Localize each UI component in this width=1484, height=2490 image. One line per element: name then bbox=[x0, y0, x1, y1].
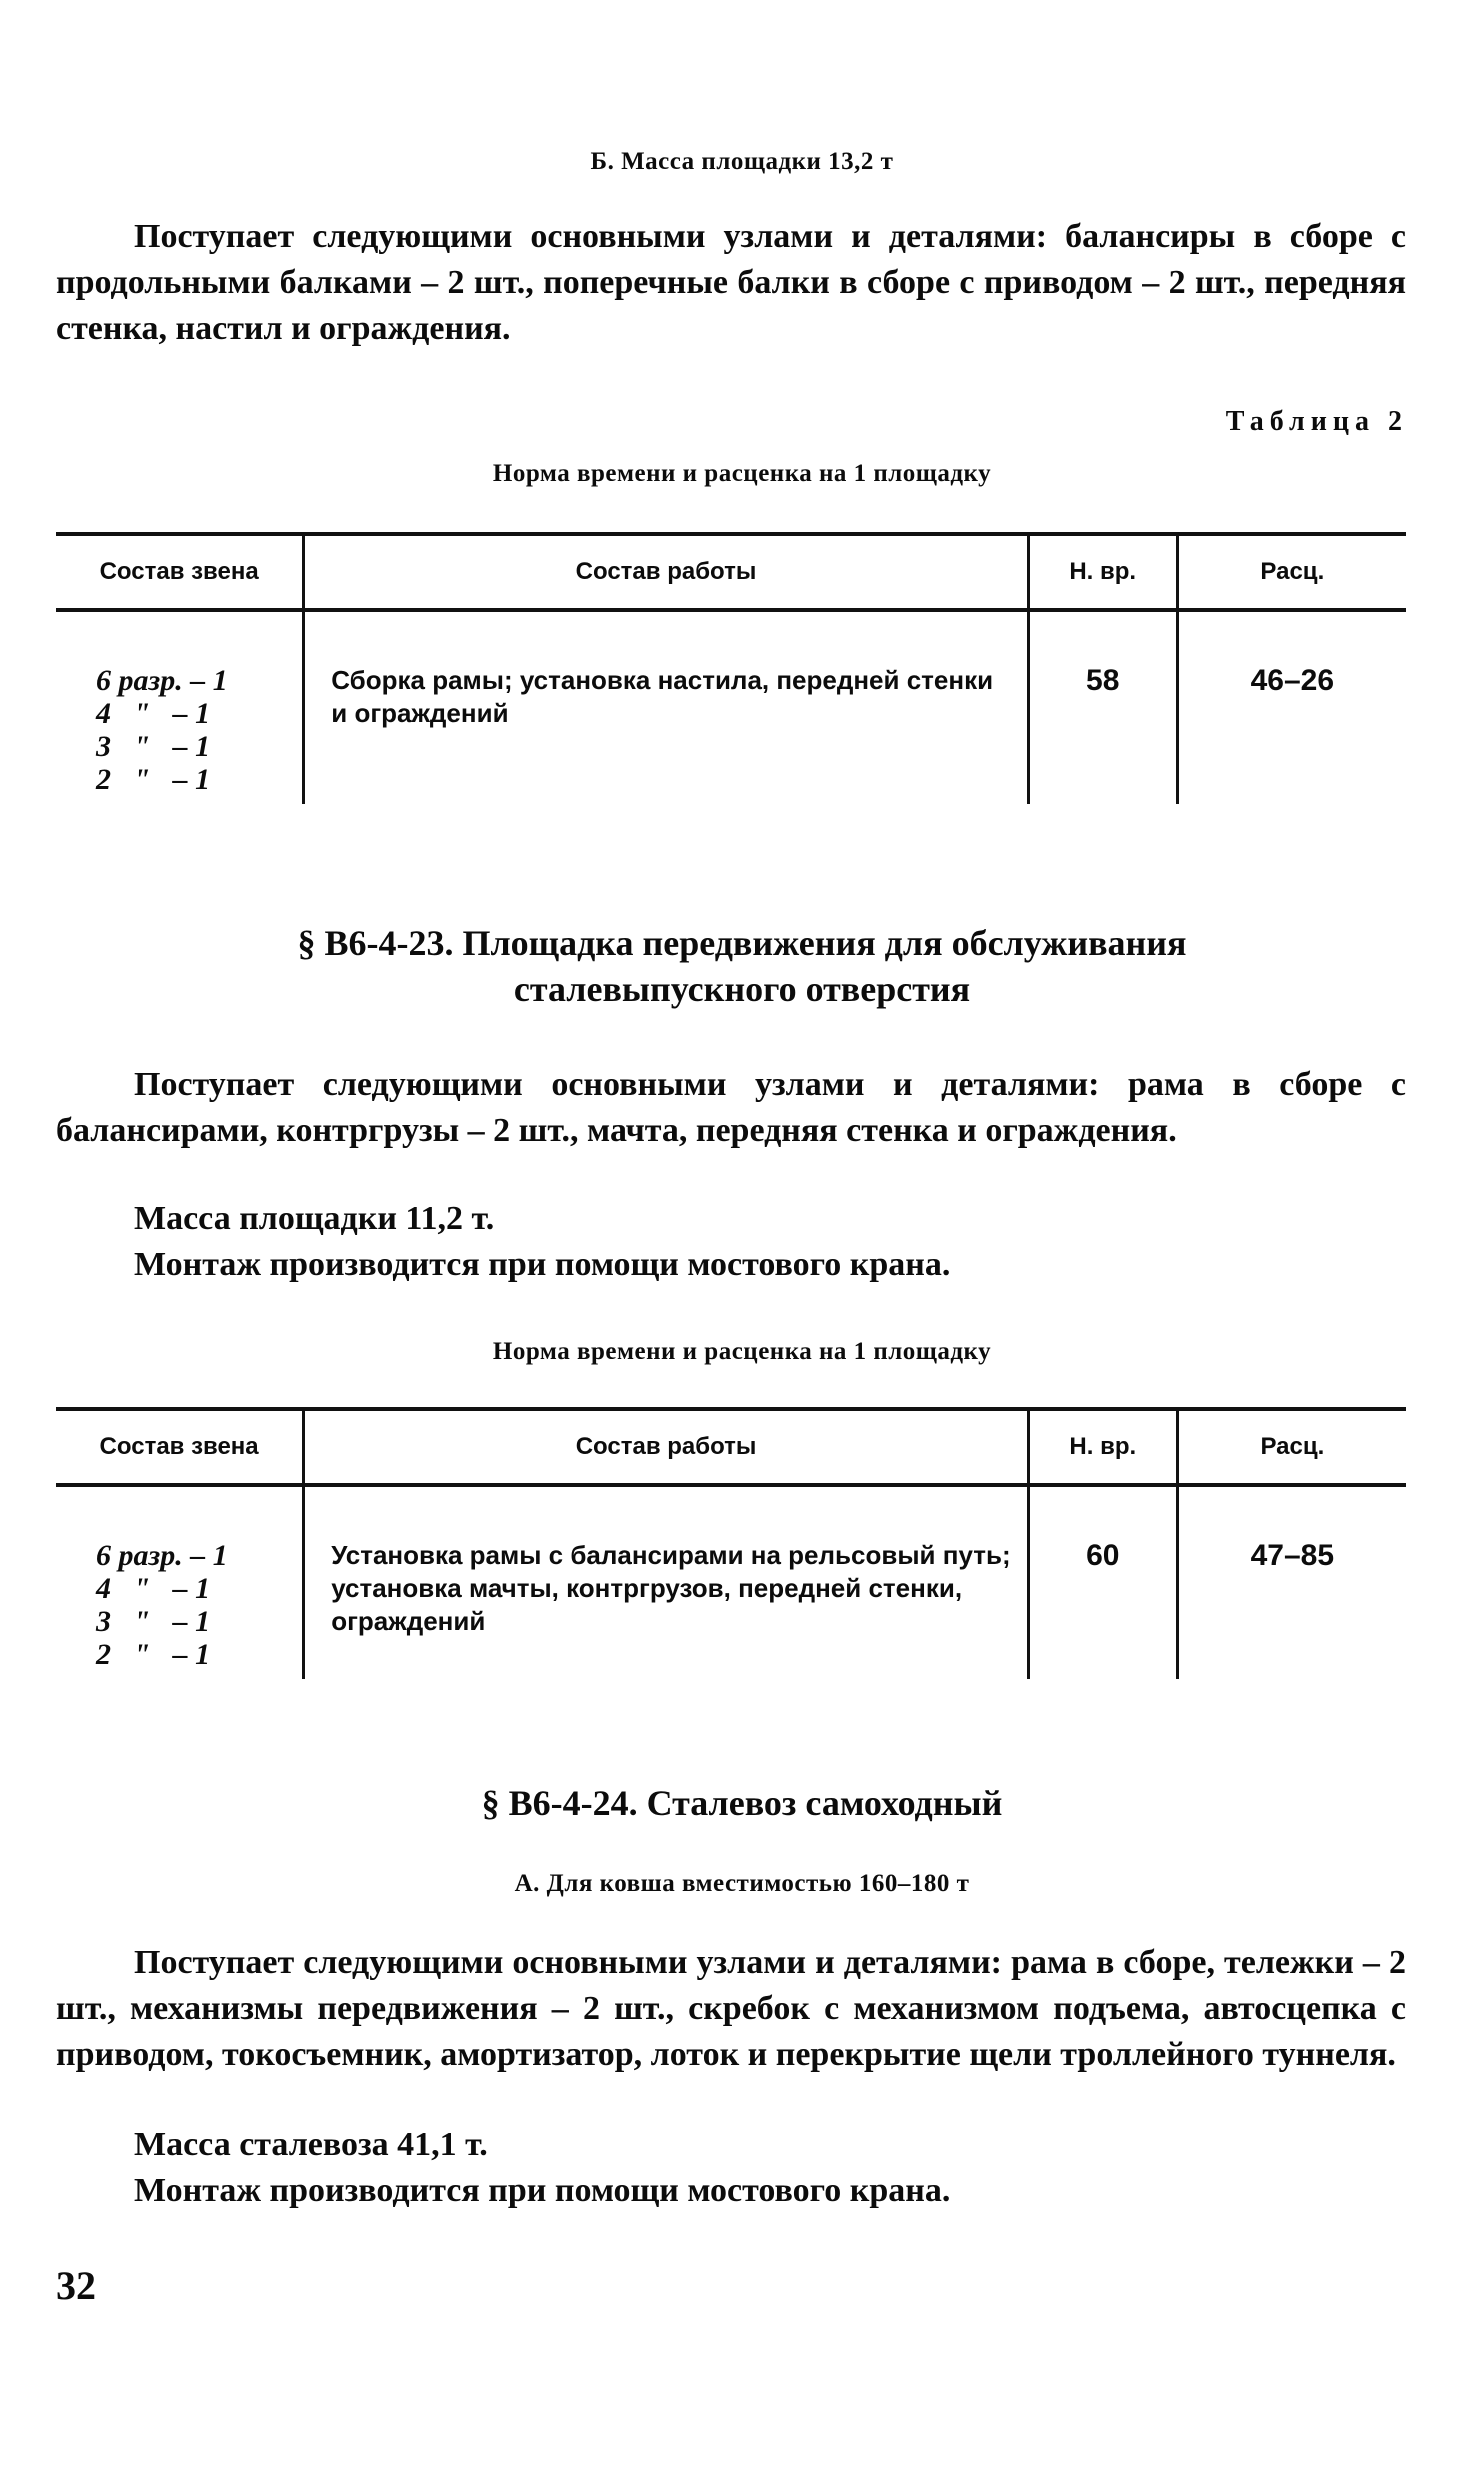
crew-cell bbox=[56, 1485, 304, 1679]
header-rate: Расц. bbox=[1177, 534, 1406, 610]
crew-line: 6 разр. – 1 bbox=[96, 1539, 228, 1572]
paragraph-b-text: Поступает следующими основными узлами и деталями: балансиры в сборе с продольными балками – 2 шт., поперечные балки в сборе с приводом – 2 шт., передняя стенка, настил и ограждения. bbox=[56, 218, 1406, 347]
table-number: Таблица 2 bbox=[1225, 406, 1408, 437]
table-header-row bbox=[56, 1409, 1406, 1485]
mount-24: Монтаж производится при помощи мостового крана. bbox=[134, 2172, 951, 2209]
paragraph-24 bbox=[56, 1940, 1406, 2078]
table-header-row bbox=[56, 534, 1406, 610]
norm-table-1 bbox=[56, 532, 1406, 804]
table-row bbox=[56, 610, 1406, 804]
rate-cell: 46–26 bbox=[1177, 610, 1406, 804]
section-23-title-line2: сталевыпускного отверстия bbox=[513, 969, 971, 1009]
crew-line: 3 " – 1 bbox=[96, 1605, 211, 1638]
header-crew: Состав звена bbox=[56, 534, 304, 610]
subsection-b-heading: Б. Масса площадки 13,2 т bbox=[590, 148, 894, 175]
paragraph-24-text: Поступает следующими основными узлами и деталями: рама в сборе, тележки – 2 шт., механизмы передвижения – 2 шт., скребок с механизмом подъема, автосцепка с приводом, токосъемник, амортизатор, лоток и перекрытие щели троллейного туннеля. bbox=[56, 1944, 1406, 2073]
header-work: Состав работы bbox=[304, 534, 1029, 610]
paragraph-b bbox=[56, 214, 1406, 352]
subsection-a-heading: А. Для ковша вместимостью 160–180 т bbox=[514, 1870, 970, 1897]
header-crew: Состав звена bbox=[56, 1409, 304, 1485]
table2-title: Норма времени и расценка на 1 площадку bbox=[492, 1338, 992, 1365]
norm-table-2 bbox=[56, 1407, 1406, 1679]
mass-24: Масса сталевоза 41,1 т. bbox=[134, 2126, 488, 2163]
header-norm: Н. вр. bbox=[1028, 534, 1177, 610]
crew-cell bbox=[56, 610, 304, 804]
norm-cell: 60 bbox=[1028, 1485, 1177, 1679]
section-23-title bbox=[0, 920, 1484, 1012]
crew-line: 4 " – 1 bbox=[96, 1572, 211, 1605]
crew-line: 2 " – 1 bbox=[96, 763, 211, 796]
header-work: Состав работы bbox=[304, 1409, 1029, 1485]
section-24-title: § В6-4-24. Сталевоз самоходный bbox=[481, 1783, 1003, 1823]
crew-line: 6 разр. – 1 bbox=[96, 664, 228, 697]
table1-title: Норма времени и расценка на 1 площадку bbox=[492, 460, 992, 487]
crew-line: 2 " – 1 bbox=[96, 1638, 211, 1671]
header-norm: Н. вр. bbox=[1028, 1409, 1177, 1485]
work-cell: Установка рамы с балансирами на рельсовый путь; установка мачты, контргрузов, передней стенки, ограждений bbox=[304, 1485, 1029, 1679]
page-number: 32 bbox=[56, 2263, 96, 2308]
header-rate: Расц. bbox=[1177, 1409, 1406, 1485]
norm-cell: 58 bbox=[1028, 610, 1177, 804]
mount-23: Монтаж производится при помощи мостового крана. bbox=[134, 1246, 951, 1283]
paragraph-23 bbox=[56, 1062, 1406, 1154]
rate-cell: 47–85 bbox=[1177, 1485, 1406, 1679]
paragraph-23-text: Поступает следующими основными узлами и деталями: рама в сборе с балансирами, контргрузы – 2 шт., мачта, передняя стенка и ограждения. bbox=[56, 1066, 1406, 1149]
crew-line: 3 " – 1 bbox=[96, 730, 211, 763]
crew-line: 4 " – 1 bbox=[96, 697, 211, 730]
table-row bbox=[56, 1485, 1406, 1679]
mass-23: Масса площадки 11,2 т. bbox=[134, 1200, 495, 1237]
work-cell: Сборка рамы; установка настила, передней стенки и ограждений bbox=[304, 610, 1029, 804]
section-23-title-line1: § В6-4-23. Площадка передвижения для обслуживания bbox=[297, 923, 1187, 963]
